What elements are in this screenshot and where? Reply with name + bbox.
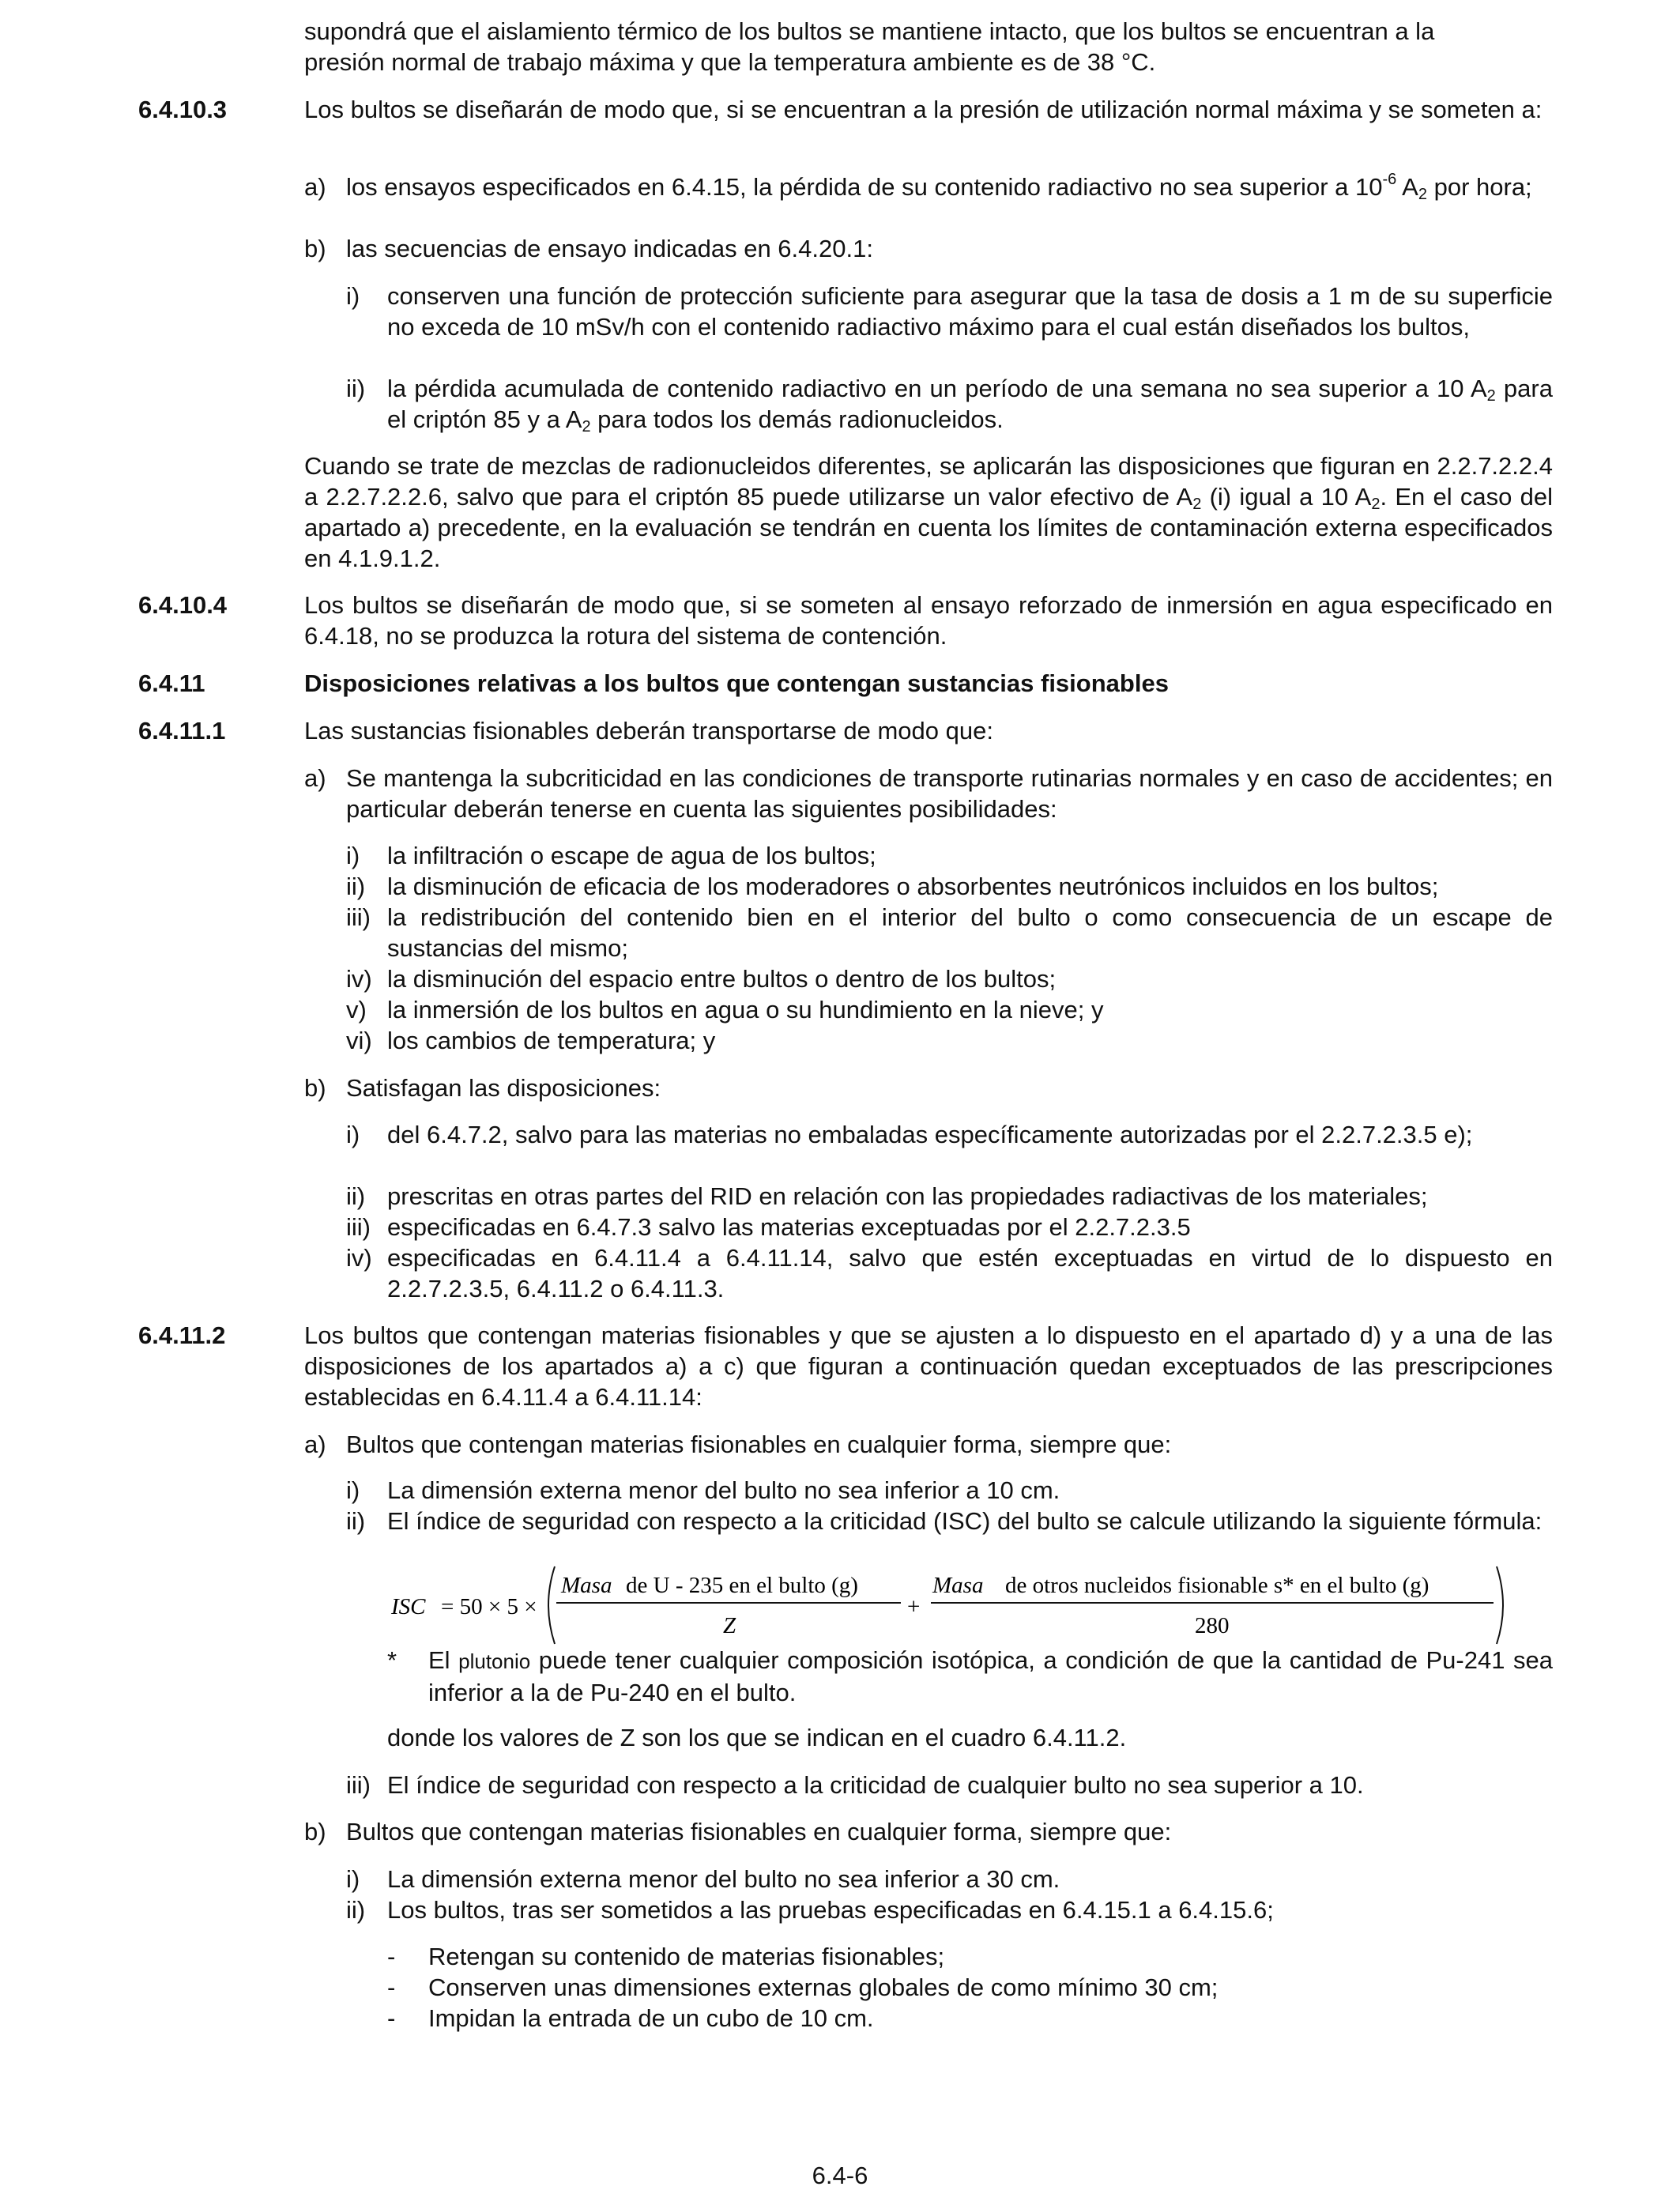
subitem-text: especificadas en 6.4.7.3 salvo las materias exceptuadas por el 2.2.7.2.3.5	[387, 1213, 1191, 1241]
section-number: 6.4.11.2	[138, 1321, 226, 1349]
item-text: los ensayos especificados en 6.4.15, la pérdida de su contenido radiactivo no sea superior a $10^{-6}$ $A_2$ por hora;	[346, 171, 1532, 203]
subitem-label: v)	[346, 996, 367, 1023]
section-text: Los bultos se diseñarán de modo que, si se someten al ensayo reforzado de inmersión en agua especificado en 6.4.18, no se produzca la rotura del sistema de contención.	[304, 591, 1553, 650]
intro-line-2: presión normal de trabajo máxima y que la temperatura ambiente es de 38 °C.	[304, 48, 1156, 76]
section-number: 6.4.11	[138, 669, 205, 697]
section-number: 6.4.10.4	[138, 591, 228, 619]
subitem-label: iv)	[346, 1244, 372, 1272]
subitem-text: La dimensión externa menor del bulto no sea inferior a 30 cm.	[387, 1865, 1060, 1893]
subitem-label: vi)	[346, 1027, 372, 1054]
dash-item-text: Conserven unas dimensiones externas globales de como mínimo 30 cm;	[428, 1973, 1219, 2001]
subitem-label: ii)	[346, 873, 366, 900]
formula-num2-a: Masa	[932, 1573, 984, 1598]
item-text: Se mantenga la subcriticidad en las condiciones de transporte rutinarias normales y en caso de accidentes; en particular deberán tenerse en cuenta las siguientes posibilidades:	[346, 764, 1553, 823]
subitem-text: del 6.4.7.2, salvo para las materias no embaladas específicamente autorizadas por el 2.2.7.2.3.5 e);	[387, 1121, 1473, 1148]
item-label: a)	[304, 764, 326, 792]
paragraph: donde los valores de Z son los que se indican en el cuadro 6.4.11.2.	[387, 1724, 1127, 1751]
subitem-label: i)	[346, 1476, 360, 1504]
footnote-text: El plutonio puede tener cualquier composición isotópica, a condición de que la cantidad de Pu-241 sea inferior a la de Pu-240 en el bulto.	[428, 1646, 1553, 1706]
formula-num1-a: Masa	[561, 1573, 612, 1598]
left-parenthesis	[548, 1566, 555, 1644]
formula-den1: Z	[723, 1613, 736, 1638]
formula-num2-b: de otros nucleidos fisionable s* en el bulto (g)	[1005, 1573, 1430, 1598]
subitem-text: la redistribución del contenido bien en el interior del bulto o como consecuencia de un escape de sustancias del mismo;	[387, 903, 1553, 962]
right-parenthesis	[1497, 1566, 1503, 1644]
subitem-text: los cambios de temperatura; y	[387, 1027, 716, 1054]
subitem-label: i)	[346, 842, 360, 869]
formula-lhs: ISC	[391, 1594, 426, 1619]
item-label: b)	[304, 1074, 326, 1102]
subitem-text: la inmersión de los bultos en agua o su hundimiento en la nieve; y	[387, 996, 1104, 1023]
subitem-label: iii)	[346, 1213, 371, 1241]
item-label: a)	[304, 173, 326, 201]
item-text: las secuencias de ensayo indicadas en 6.4.20.1:	[346, 235, 873, 262]
isc-formula	[387, 1563, 1509, 1647]
item-text: Bultos que contengan materias fisionables en cualquier forma, siempre que:	[346, 1818, 1172, 1845]
subitem-label: ii)	[346, 375, 366, 402]
subitem-label: ii)	[346, 1507, 366, 1535]
subitem-label: iii)	[346, 903, 371, 931]
subitem-text: especificadas en 6.4.11.4 a 6.4.11.14, salvo que estén exceptuadas en virtud de lo dispuesto en 2.2.7.2.3.5, 6.4.11.2 o 6.4.11.3.	[387, 1244, 1553, 1302]
subitem-label: ii)	[346, 1182, 366, 1210]
formula-plus: +	[907, 1594, 921, 1619]
subitem-label: i)	[346, 1121, 360, 1148]
formula-coefficient: = 50 × 5 ×	[441, 1594, 537, 1619]
intro-line-1: supondrá que el aislamiento térmico de los bultos se mantiene intacto, que los bultos se encuentran a la	[304, 17, 1435, 45]
section-number: 6.4.10.3	[138, 96, 228, 123]
subitem-text: conserven una función de protección suficiente para asegurar que la tasa de dosis a 1 m de su superficie no exceda de 10 mSv/h con el contenido radiactivo máximo para el cual están diseñados los bultos,	[387, 282, 1553, 341]
dash-label: -	[387, 2004, 396, 2032]
section-number: 6.4.11.1	[138, 717, 226, 745]
item-label: a)	[304, 1431, 326, 1458]
item-text: Bultos que contengan materias fisionables en cualquier forma, siempre que:	[346, 1431, 1172, 1458]
formula-num1-b: de U - 235 en el bulto (g)	[626, 1573, 858, 1598]
page-number: 6.4-6	[812, 2162, 868, 2189]
subitem-label: iii)	[346, 1771, 371, 1799]
subitem-text: La dimensión externa menor del bulto no sea inferior a 10 cm.	[387, 1476, 1060, 1504]
section-text: Las sustancias fisionables deberán transportarse de modo que:	[304, 717, 993, 745]
section-text: Los bultos se diseñarán de modo que, si se encuentran a la presión de utilización normal máxima y se someten a:	[304, 96, 1543, 123]
section-heading: Disposiciones relativas a los bultos que contengan sustancias fisionables	[304, 669, 1169, 697]
subitem-text: prescritas en otras partes del RID en relación con las propiedades radiactivas de los materiales;	[387, 1182, 1428, 1210]
subitem-text: la disminución de eficacia de los moderadores o absorbentes neutrónicos incluidos en los bultos;	[387, 873, 1439, 900]
formula-den2: 280	[1195, 1613, 1230, 1638]
subitem-text: la pérdida acumulada de contenido radiactivo en un período de una semana no sea superior a 10 $A_2$ para el criptón 85 y a $A_2$ para todos los demás radionucleidos.	[387, 375, 1553, 435]
dash-item-text: Impidan la entrada de un cubo de 10 cm.	[428, 2004, 874, 2032]
item-label: b)	[304, 1818, 326, 1845]
footnote-marker: *	[387, 1646, 397, 1674]
item-label: b)	[304, 235, 326, 262]
subitem-text: Los bultos, tras ser sometidos a las pruebas especificadas en 6.4.15.1 a 6.4.15.6;	[387, 1896, 1274, 1924]
dash-item-text: Retengan su contenido de materias fisionables;	[428, 1943, 945, 1970]
subitem-label: i)	[346, 282, 360, 310]
section-text: Los bultos que contengan materias fisionables y que se ajusten a lo dispuesto en el apartado d) y a una de las disposiciones de los apartados a) a c) que figuran a continuación quedan exceptuados de las prescripciones establecidas en 6.4.11.4 a 6.4.11.14:	[304, 1321, 1553, 1411]
paragraph: Cuando se trate de mezclas de radionucleidos diferentes, se aplicarán las disposiciones que figuran en 2.2.7.2.2.4 a 2.2.7.2.2.6, salvo que para el criptón 85 puede utilizarse un valor efectivo de $A_2$ (i) igual a 10 $A_2$. En el caso del apartado a) precedente, en la evaluación se tendrán en cuenta los límites de contaminación externa especificados en 4.1.9.1.2.	[304, 452, 1553, 572]
subitem-text: la infiltración o escape de agua de los bultos;	[387, 842, 876, 869]
subitem-label: ii)	[346, 1896, 366, 1924]
item-text: Satisfagan las disposiciones:	[346, 1074, 661, 1102]
subitem-label: iv)	[346, 965, 372, 993]
subitem-text: la disminución del espacio entre bultos o dentro de los bultos;	[387, 965, 1057, 993]
dash-label: -	[387, 1973, 396, 2001]
dash-label: -	[387, 1943, 396, 1970]
subitem-text: El índice de seguridad con respecto a la criticidad (ISC) del bulto se calcule utilizando la siguiente fórmula:	[387, 1507, 1543, 1535]
subitem-label: i)	[346, 1865, 360, 1893]
subitem-text: El índice de seguridad con respecto a la criticidad de cualquier bulto no sea superior a 10.	[387, 1771, 1364, 1799]
